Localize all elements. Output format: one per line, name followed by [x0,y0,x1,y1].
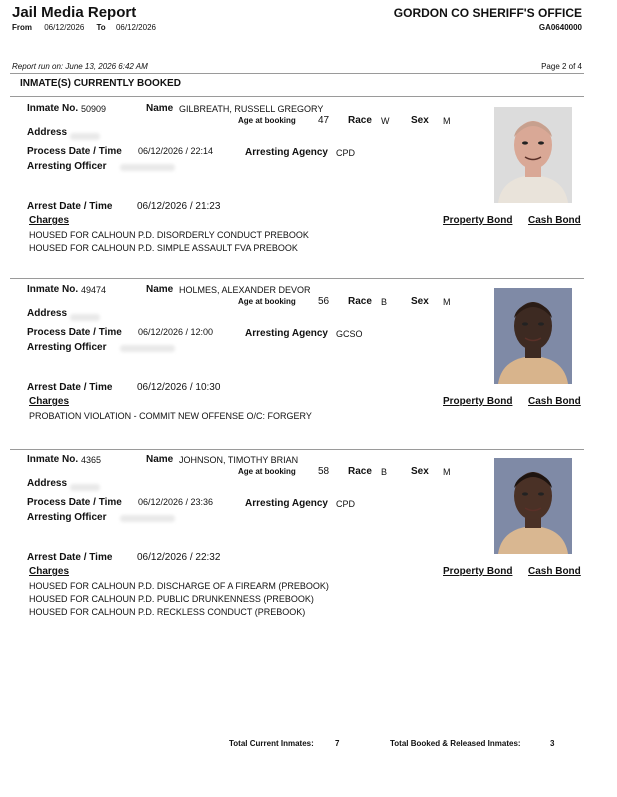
sex-value: M [443,467,451,477]
race-label: Race [348,115,372,126]
arresting-officer-label: Arresting Officer [27,161,107,172]
mugshot-image [494,458,572,554]
race-label: Race [348,296,372,307]
to-label: To [96,23,106,32]
name-label: Name [146,103,174,114]
inmate-no-value: 50909 [81,104,107,114]
total-current-value: 7 [335,739,340,748]
address-label: Address [27,127,68,138]
age-label: Age at booking [238,116,296,125]
date-range [12,23,156,32]
arresting-officer-label: Arresting Officer [27,342,107,353]
charge-item: HOUSED FOR CALHOUN P.D. PUBLIC DRUNKENNESS (PREBOOK) [29,594,314,604]
arresting-agency-label: Arresting Agency [245,328,328,339]
arrest-date-label: Arrest Date / Time [27,552,113,563]
property-bond-label: Property Bond [443,215,513,226]
charges-label: Charges [29,396,70,407]
to-date: 06/12/2026 [115,23,156,32]
race-label: Race [348,466,372,477]
section-divider [10,96,584,97]
address-label: Address [27,478,68,489]
arresting-agency-label: Arresting Agency [245,498,328,509]
charge-item: HOUSED FOR CALHOUN P.D. RECKLESS CONDUCT (PREBOOK) [29,607,306,617]
total-current-label: Total Current Inmates: [229,739,314,748]
arresting-officer-label: Arresting Officer [27,512,107,523]
charges-label: Charges [29,566,70,577]
inmate-no-label: Inmate No. [27,103,79,114]
sex-value: M [443,297,451,307]
inmate-no-label: Inmate No. [27,284,79,295]
sex-label: Sex [411,115,429,126]
inmate-divider [10,449,584,450]
arrest-date-label: Arrest Date / Time [27,201,113,212]
arrest-date-value: 06/12/2026 / 22:32 [137,552,221,563]
process-date-label: Process Date / Time [27,327,122,338]
inmate-no-value: 49474 [81,285,107,295]
arrest-date-value: 06/12/2026 / 21:23 [137,201,221,212]
sex-label: Sex [411,296,429,307]
age-label: Age at booking [238,467,296,476]
mugshot-photo [494,288,572,384]
arresting-agency-label: Arresting Agency [245,147,328,158]
arresting-agency-value: CPD [336,148,356,158]
inmate-no-label: Inmate No. [27,454,79,465]
inmate-name: GILBREATH, RUSSELL GREGORY [179,104,324,114]
cash-bond-label: Cash Bond [528,396,581,407]
age-value: 56 [318,296,330,307]
mugshot-photo [494,107,572,203]
process-date-value: 06/12/2026 / 23:36 [138,497,214,507]
inmate-name: JOHNSON, TIMOTHY BRIAN [179,455,299,465]
agency-code: GA0640000 [538,23,582,32]
redacted-officer [120,515,175,522]
name-label: Name [146,454,174,465]
charge-item: PROBATION VIOLATION - COMMIT NEW OFFENSE O/C: FORGERY [29,411,312,421]
mugshot-image [494,288,572,384]
report-run-on: Report run on: June 13, 2026 6:42 AM [12,62,148,71]
header-divider [10,73,584,74]
redacted-address [70,314,100,321]
sex-label: Sex [411,466,429,477]
redacted-officer [120,345,175,352]
page-number: Page 2 of 4 [541,62,582,71]
age-value: 47 [318,115,330,126]
cash-bond-label: Cash Bond [528,566,581,577]
report-title: Jail Media Report [12,4,137,21]
arrest-date-value: 06/12/2026 / 10:30 [137,382,221,393]
address-label: Address [27,308,68,319]
arresting-agency-value: GCSO [336,329,363,339]
inmate-name: HOLMES, ALEXANDER DEVOR [179,285,311,295]
charges-label: Charges [29,215,70,226]
process-date-value: 06/12/2026 / 12:00 [138,327,214,337]
from-label: From [12,23,32,32]
process-date-label: Process Date / Time [27,497,122,508]
from-date: 06/12/2026 [44,23,85,32]
sex-value: M [443,116,451,126]
age-value: 58 [318,466,330,477]
inmate-no-value: 4365 [81,455,102,465]
total-booked-value: 3 [550,739,555,748]
age-label: Age at booking [238,297,296,306]
agency-name: GORDON CO SHERIFF'S OFFICE [393,6,582,20]
race-value: B [381,467,388,477]
mugshot-image [494,107,572,203]
total-booked-label: Total Booked & Released Inmates: [390,739,521,748]
cash-bond-label: Cash Bond [528,215,581,226]
section-title: INMATE(S) CURRENTLY BOOKED [20,78,181,89]
process-date-label: Process Date / Time [27,146,122,157]
charge-item: HOUSED FOR CALHOUN P.D. SIMPLE ASSAULT FVA PREBOOK [29,243,298,253]
property-bond-label: Property Bond [443,566,513,577]
redacted-address [70,484,100,491]
redacted-officer [120,164,175,171]
race-value: B [381,297,388,307]
mugshot-photo [494,458,572,554]
charge-item: HOUSED FOR CALHOUN P.D. DISCHARGE OF A FIREARM (PREBOOK) [29,581,329,591]
process-date-value: 06/12/2026 / 22:14 [138,146,214,156]
redacted-address [70,133,100,140]
name-label: Name [146,284,174,295]
property-bond-label: Property Bond [443,396,513,407]
race-value: W [381,116,390,126]
charge-item: HOUSED FOR CALHOUN P.D. DISORDERLY CONDUCT PREBOOK [29,230,309,240]
arresting-agency-value: CPD [336,499,356,509]
inmate-divider [10,278,584,279]
arrest-date-label: Arrest Date / Time [27,382,113,393]
